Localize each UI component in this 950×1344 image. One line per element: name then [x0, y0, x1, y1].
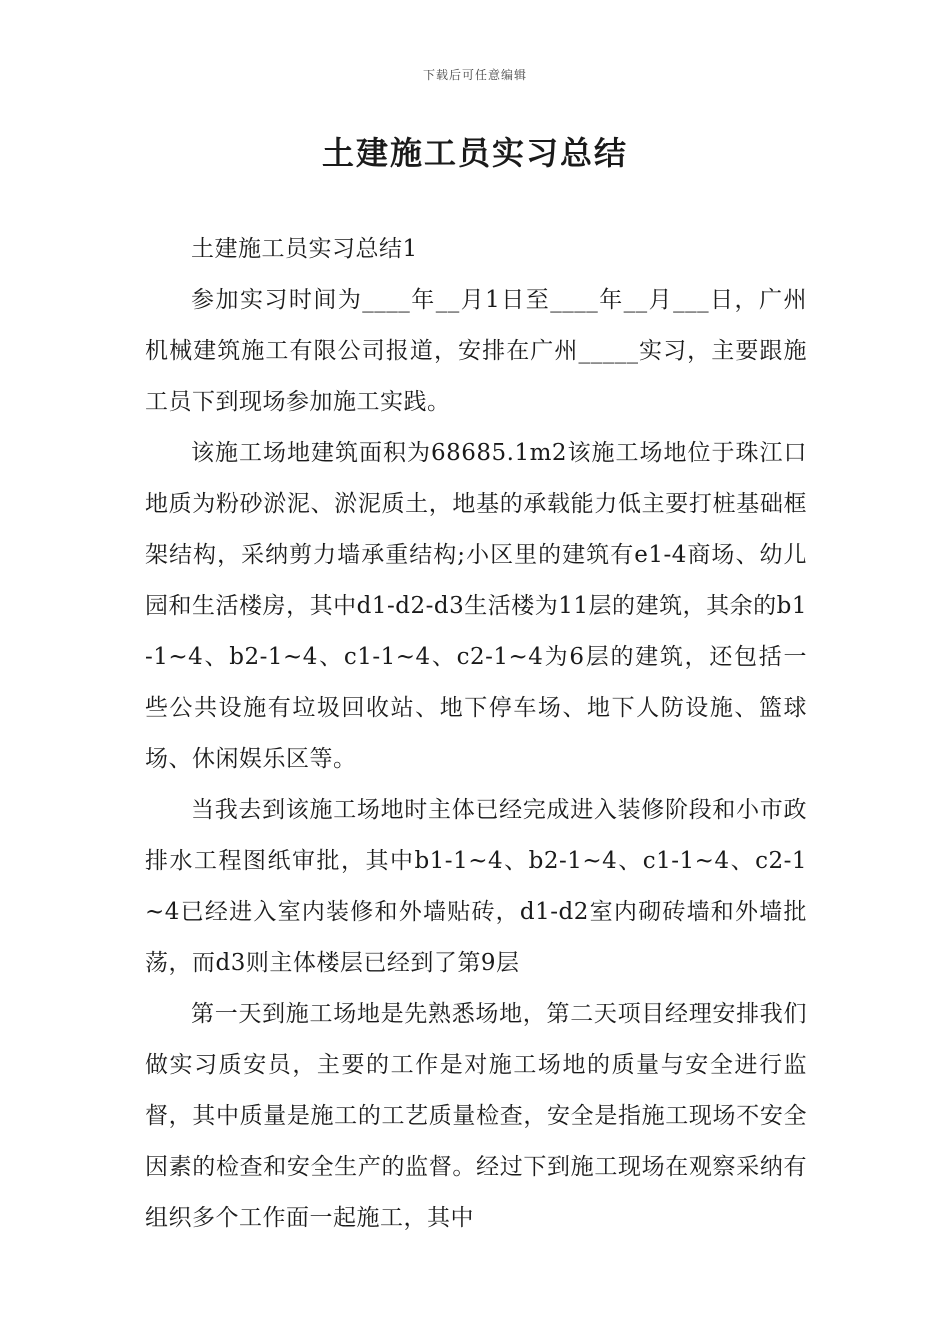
- paragraph-subtitle: 土建施工员实习总结1: [191, 236, 418, 262]
- paragraph-work-duties: 第一天到施工场地是先熟悉场地，第二天项目经理安排我们做实习质安员，主要的工作是对施工场地的质量与安全进行监督，其中质量是施工的工艺质量检查，安全是指施工现场不安全因素的检查和安全生产的监督。经过下到施工现场在观察采纳有组织多个工作面一起施工，其中: [145, 1001, 807, 1231]
- paragraph-internship-period: 参加实习时间为____年__月1日至____年__月___日，广州机械建筑施工有限公司报道，安排在广州_____实习，主要跟施工员下到现场参加施工实践。: [145, 287, 807, 415]
- paragraph-construction-progress: 当我去到该施工场地时主体已经完成进入装修阶段和小市政排水工程图纸审批，其中b1-1~4、b2-1~4、c1-1~4、c2-1~4已经进入室内装修和外墙贴砖，d1-d2室内砌砖墙和外墙批荡，而d3则主体楼层已经到了第9层: [145, 797, 807, 976]
- document-title: 土建施工员实习总结: [321, 134, 628, 172]
- document-body: [145, 224, 807, 1244]
- header-note: 下载后可任意编辑: [422, 68, 527, 82]
- paragraph-site-overview: 该施工场地建筑面积为68685.1m2该施工场地位于珠江口地质为粉砂淤泥、淤泥质土，地基的承载能力低主要打桩基础框架结构，采纳剪力墙承重结构;小区里的建筑有e1-4商场、幼儿园和生活楼房，其中d1-d2-d3生活楼为11层的建筑，其余的b1-1~4、b2-1~4、c1-1~4、c2-1~4为6层的建筑，还包括一些公共设施有垃圾回收站、地下停车场、地下人防设施、篮球场、休闲娱乐区等。: [145, 440, 807, 772]
